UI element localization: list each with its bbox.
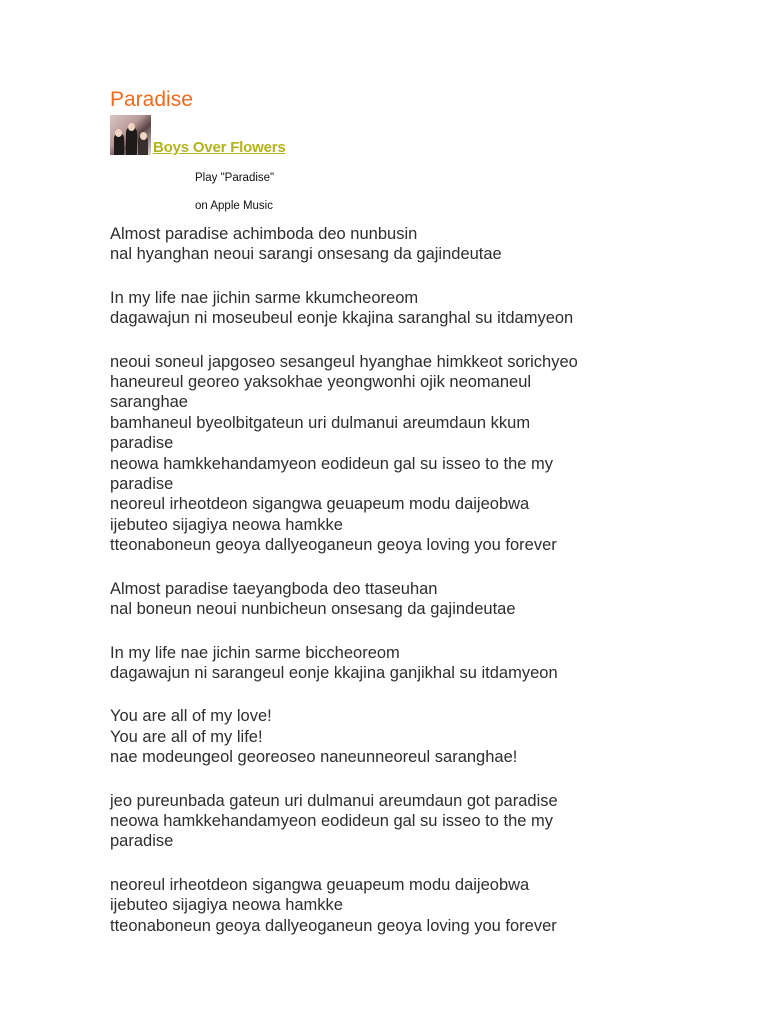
album-face (140, 132, 147, 140)
album-figure (126, 127, 137, 155)
lyric-line: neoreul irheotdeon sigangwa geuapeum modu daijeobwa (110, 875, 530, 894)
lyric-line: paradise (110, 475, 174, 494)
album-row (110, 115, 410, 157)
lyric-line: In my life nae jichin sarme biccheoreom (110, 643, 400, 662)
lyric-line: neowa hamkkehandamyeon eodideun gal su isseo to the my (110, 811, 554, 830)
lyric-line: tteonaboneun geoya dallyeoganeun geoya loving you forever (110, 916, 557, 935)
lyric-line: jeo pureunbada gateun uri dulmanui areumdaun got paradise (110, 791, 558, 810)
play-song-link[interactable]: Play "Paradise" (195, 172, 275, 184)
lyric-line: saranghae (110, 393, 188, 412)
lyrics-stanza (110, 579, 670, 620)
lyric-line: Almost paradise taeyangboda deo ttaseuhan (110, 579, 438, 598)
lyrics-stanza (110, 352, 670, 556)
lyric-line: paradise (110, 832, 174, 851)
lyric-line: dagawajun ni sarangeul eonje kkajina ganjikhal su itdamyeon (110, 663, 558, 682)
lyric-line: In my life nae jichin sarme kkumcheoreom (110, 288, 419, 307)
lyric-line: dagawajun ni moseubeul eonje kkajina saranghal su itdamyeon (110, 309, 574, 328)
lyric-line: haneureul georeo yaksokhae yeongwonhi ojik neomaneul (110, 373, 532, 392)
album-link[interactable]: Boys Over Flowers (153, 139, 286, 156)
album-face (128, 123, 135, 131)
lyric-line: nal hyanghan neoui sarangi onsesang da gajindeutae (110, 245, 502, 264)
lyrics-stanza (110, 706, 670, 767)
lyric-line: ijebuteo sijagiya neowa hamkke (110, 896, 343, 915)
lyric-line: ijebuteo sijagiya neowa hamkke (110, 515, 343, 534)
lyric-line: tteonaboneun geoya dallyeoganeun geoya loving you forever (110, 536, 557, 555)
apple-music-link[interactable]: on Apple Music (195, 200, 273, 212)
lyrics-body (110, 224, 670, 959)
lyrics-stanza (110, 643, 670, 684)
lyric-line: nal boneun neoui nunbicheun onsesang da gajindeutae (110, 600, 516, 619)
lyric-line: bamhaneul byeolbitgateun uri dulmanui areumdaun kkum (110, 413, 531, 432)
lyrics-stanza (110, 791, 670, 852)
lyrics-stanza (110, 288, 670, 329)
lyric-line: neoreul irheotdeon sigangwa geuapeum modu daijeobwa (110, 495, 530, 514)
album-cover-image[interactable] (110, 115, 151, 155)
lyric-line: You are all of my life! (110, 727, 263, 746)
lyrics-stanza (110, 224, 670, 265)
album-face (115, 129, 122, 137)
lyric-line: paradise (110, 434, 174, 453)
lyrics-stanza (110, 875, 670, 936)
lyric-line: neowa hamkkehandamyeon eodideun gal su isseo to the my (110, 454, 554, 473)
lyric-line: neoui soneul japgoseo sesangeul hyanghae himkkeot sorichyeo (110, 352, 578, 371)
lyric-line: Almost paradise achimboda deo nunbusin (110, 225, 418, 243)
song-title: Paradise (110, 88, 193, 111)
lyric-line: You are all of my love! (110, 707, 272, 726)
lyric-line: nae modeungeol georeoseo naneunneoreul saranghae! (110, 748, 518, 767)
